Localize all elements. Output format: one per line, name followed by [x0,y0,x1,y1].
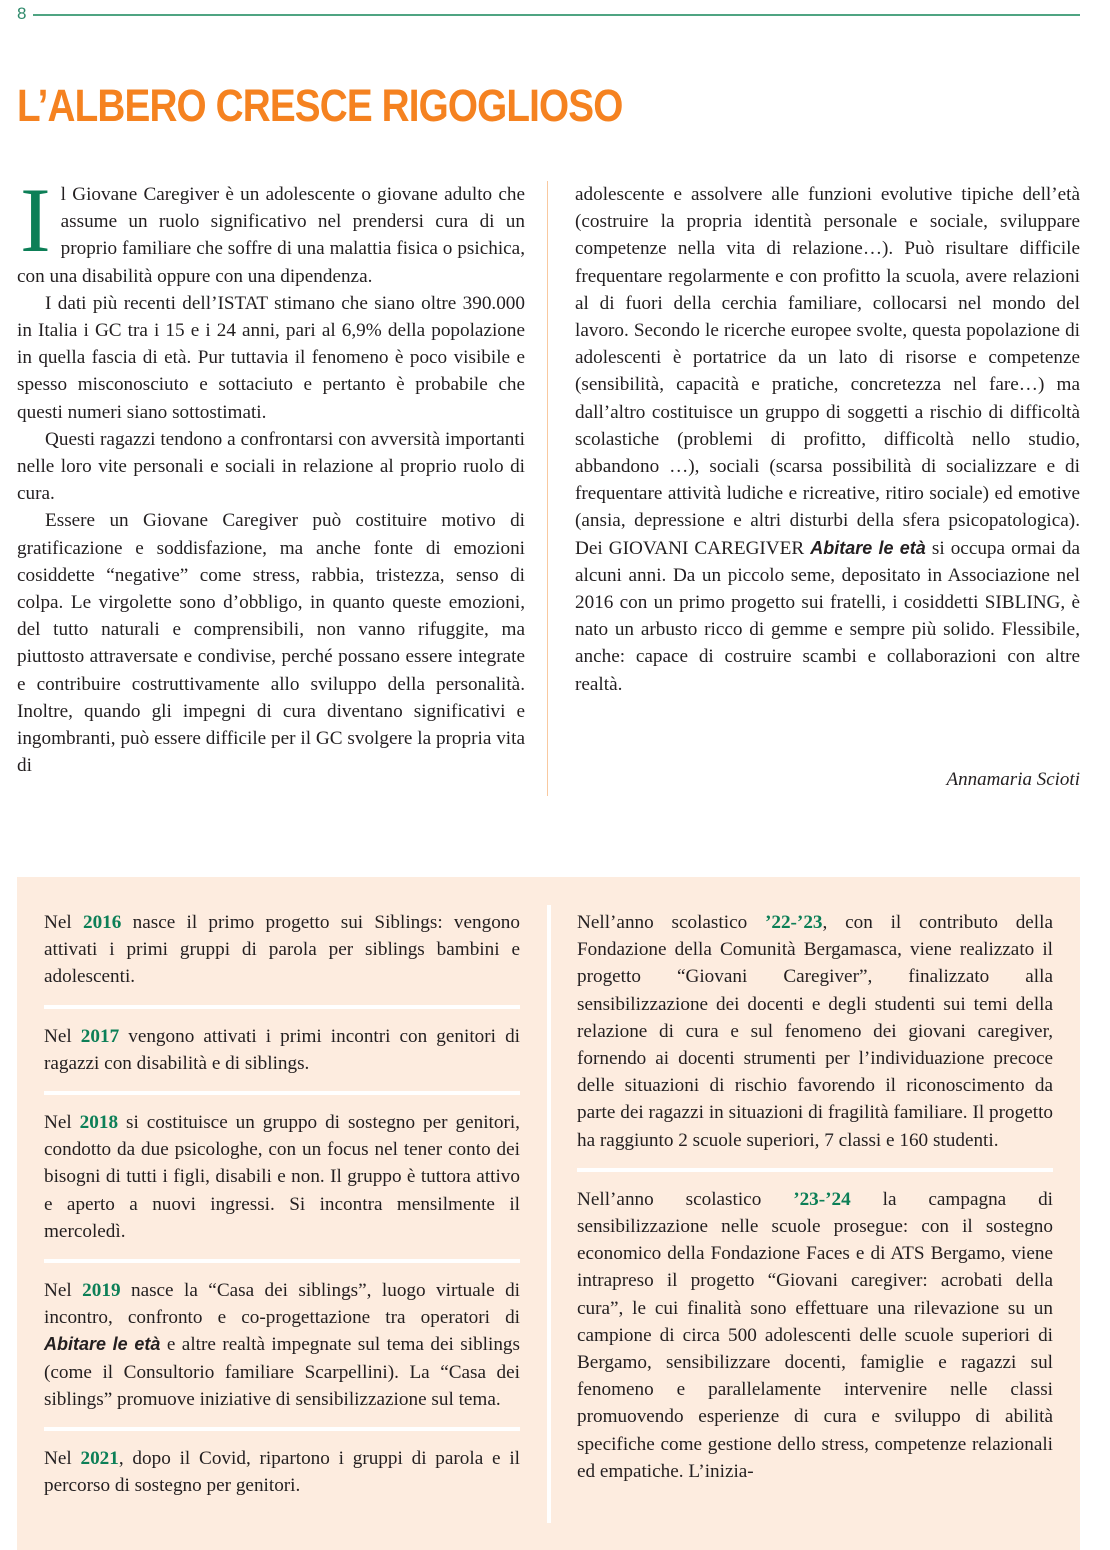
paragraph-text: si occupa ormai da alcuni anni. Da un piccolo seme, depositato in Associazione nel 2016 con un primo progetto sui fratelli, i cosiddetti SIBLING, è nato un arbusto ricco di gemme e sempre più solido. Flessibile, anche: capace di costruire scambi e collaborazioni con altre realtà. [575,537,1081,695]
timeline-column-divider [547,905,551,1523]
article-column-right [575,181,1080,698]
entry-text: nasce la “Casa dei siblings”, luogo virtuale di incontro, confronto e co-progettazione tra operatori di [44,1280,520,1329]
entry-separator [44,1005,520,1009]
article-paragraph [17,169,525,290]
entry-prefix: Nell’anno scolastico [577,1188,794,1210]
header-rule [33,14,1080,16]
timeline-box [17,877,1080,1550]
entry-text: nasce il primo progetto sui Siblings: vengono attivati i primi gruppi di parola per siblings bambini e adolescenti. [44,912,520,988]
article-paragraph: Essere un Giovane Caregiver può costituire motivo di gratificazione e soddisfazione, ma anche fonte di emozioni cosiddette “negative” come stress, rabbia, tristezza, senso di colpa. Le virgolette sono d’obbligo, in quanto queste emozioni, del tutto naturali e comprensibili, non vanno rifuggite, ma piuttosto attraversate e condivise, perché possano essere integrate e contribuire costruttivamente allo sviluppo della personalità. Inoltre, quando gli impegni di cura diventano significativi e ingombranti, può essere difficile per il GC svolgere la propria vita di [17,510,525,777]
article-column-left [17,169,525,779]
entry-separator [44,1427,520,1431]
entry-year: 2021 [80,1448,119,1470]
entry-prefix: Nell’anno scolastico [577,912,765,933]
entry-prefix: Nel [44,912,83,933]
entry-year: 2019 [82,1280,121,1302]
entry-text: e altre realtà impegnate sul tema dei siblings (come il Consultorio familiare Scarpellini). La “Casa dei siblings” promuove iniziative di sensibilizzazione sul tema. [44,1334,520,1410]
column-divider [547,181,548,796]
timeline-entry [44,1109,520,1259]
entry-prefix: Nel [44,1448,81,1470]
entry-year: 2017 [80,1025,120,1047]
timeline-column-right [577,909,1053,1499]
entry-text: vengono attivati i primi incontri con genitori di ragazzi con disabilità e di siblings. [44,1025,520,1074]
timeline-entry [44,1023,520,1091]
timeline-entry [577,1186,1053,1499]
article-paragraph [575,181,1080,698]
entry-year: ’23-’24 [793,1188,851,1210]
entry-year: ’22-’23 [764,912,823,933]
article-paragraph: Questi ragazzi tendono a confrontarsi con avversità importanti nelle loro vite personali e sociali in relazione al proprio ruolo di cura. [17,428,525,505]
timeline-entry [44,909,520,1005]
paragraph-text: adolescente e assolvere alle funzioni evolutive tipiche dell’età (costruire la propria identità personale e sociale, sviluppare competenze nella vita di relazione…). Può risultare difficile frequentare regolarmente e con profitto la scuola, avere relazioni al di fuori della cerchia familiare, collocarsi nel mondo del lavoro. Secondo le ricerche europee svolte, questa popolazione di adolescenti è portatrice da un lato di risorse e competenze (sensibilità, capacità e pratiche, concretezza nel fare…) ma dall’altro costituisce un gruppo di soggetti a rischio di difficoltà scolastiche (problemi di profitto, difficoltà nello studio, abbandono …), sociali (scarsa possibilità di socializzare e di frequentare attività ludiche e ricreative, ritiro sociale) ed emotive (ansia, depressione e altri disturbi della sfera psicopatologica). Dei GIOVANI CAREGIVER [575,184,1080,559]
entry-text: , con il contributo della Fondazione della Comunità Bergamasca, viene realizzato il progetto “Giovani Caregiver”, finalizzato alla sensibilizzazione dei docenti e degli studenti sui temi della relazione di cura e sul fenomeno dei giovani caregiver, fornendo ai docenti strumenti per l’individuazione precoce delle situazioni di rischio favorendo il riconoscimento da parte dei ragazzi in situazioni di fragilità familiare. Il progetto ha raggiunto 2 scuole superiori, 7 classi e 160 studenti. [577,912,1053,1151]
entry-prefix: Nel [44,1280,83,1302]
article-paragraph: I dati più recenti dell’ISTAT stimano che siano oltre 390.000 in Italia i GC tra i 15 e i 24 anni, pari al 6,9% della popolazione in quella fascia di età. Pur tuttavia il fenomeno è poco visibile e spesso misconosciuto e sottaciuto e pertanto è probabile che questi numeri siano sottostimati. [17,292,525,423]
entry-year: 2016 [82,912,122,933]
entry-year: 2018 [79,1112,119,1134]
brand-name: Abitare le età [44,1334,161,1355]
paragraph-text: l Giovane Caregiver è un adolescente o giovane adulto che assume un ruolo significativo nel prendersi cura di un proprio familiare che soffre di una malattia fisica o psichica, con una disabilità oppure con una dipendenza. [17,184,525,287]
entry-text: la campagna di sensibilizzazione nelle scuole prosegue: con il sostegno economico della Fondazione Faces e di ATS Bergamo, viene intrapreso il progetto “Giovani caregiver: acrobati della cura”, le cui finalità sono effettuare una rilevazione su un campione di circa 500 adolescenti delle scuole superiori di Bergamo, sensibilizzare docenti, famiglie e ragazzi sul fenomeno e parallelamente intervenire nelle classi promuovendo esperienze di cura e sviluppo di abilità specifiche come gestione dello stress, competenze relazionali ed empatiche. L’inizia- [577,1188,1054,1482]
entry-separator [44,1091,520,1095]
timeline-column-left [44,909,520,1513]
timeline-entry [44,1277,520,1427]
entry-separator [44,1259,520,1263]
timeline-entry [577,909,1053,1168]
page-number: 8 [17,4,26,23]
drop-cap: I [20,169,51,271]
brand-name: Abitare le età [810,537,926,558]
entry-prefix: Nel [44,1112,80,1134]
timeline-entry [44,1445,520,1513]
entry-prefix: Nel [44,1025,81,1047]
article-body [17,169,1081,801]
entry-text: si costituisce un gruppo di sostegno per genitori, condotto da due psicologhe, con un focus nel tener conto dei bisogni di tutti i figli, disabili e non. Il gruppo è tuttora attivo e aperto a nuovi ingressi. Si incontra mensilmente il mercoledì. [44,1112,520,1242]
article-title: L’ALBERO CRESCE RIGOGLIOSO [17,80,623,131]
page-header [17,0,1080,32]
entry-text: , dopo il Covid, ripartono i gruppi di parola e il percorso di sostegno per genitori. [44,1448,520,1497]
entry-separator [577,1168,1053,1172]
author-signature: Annamaria Scioti [946,769,1080,790]
